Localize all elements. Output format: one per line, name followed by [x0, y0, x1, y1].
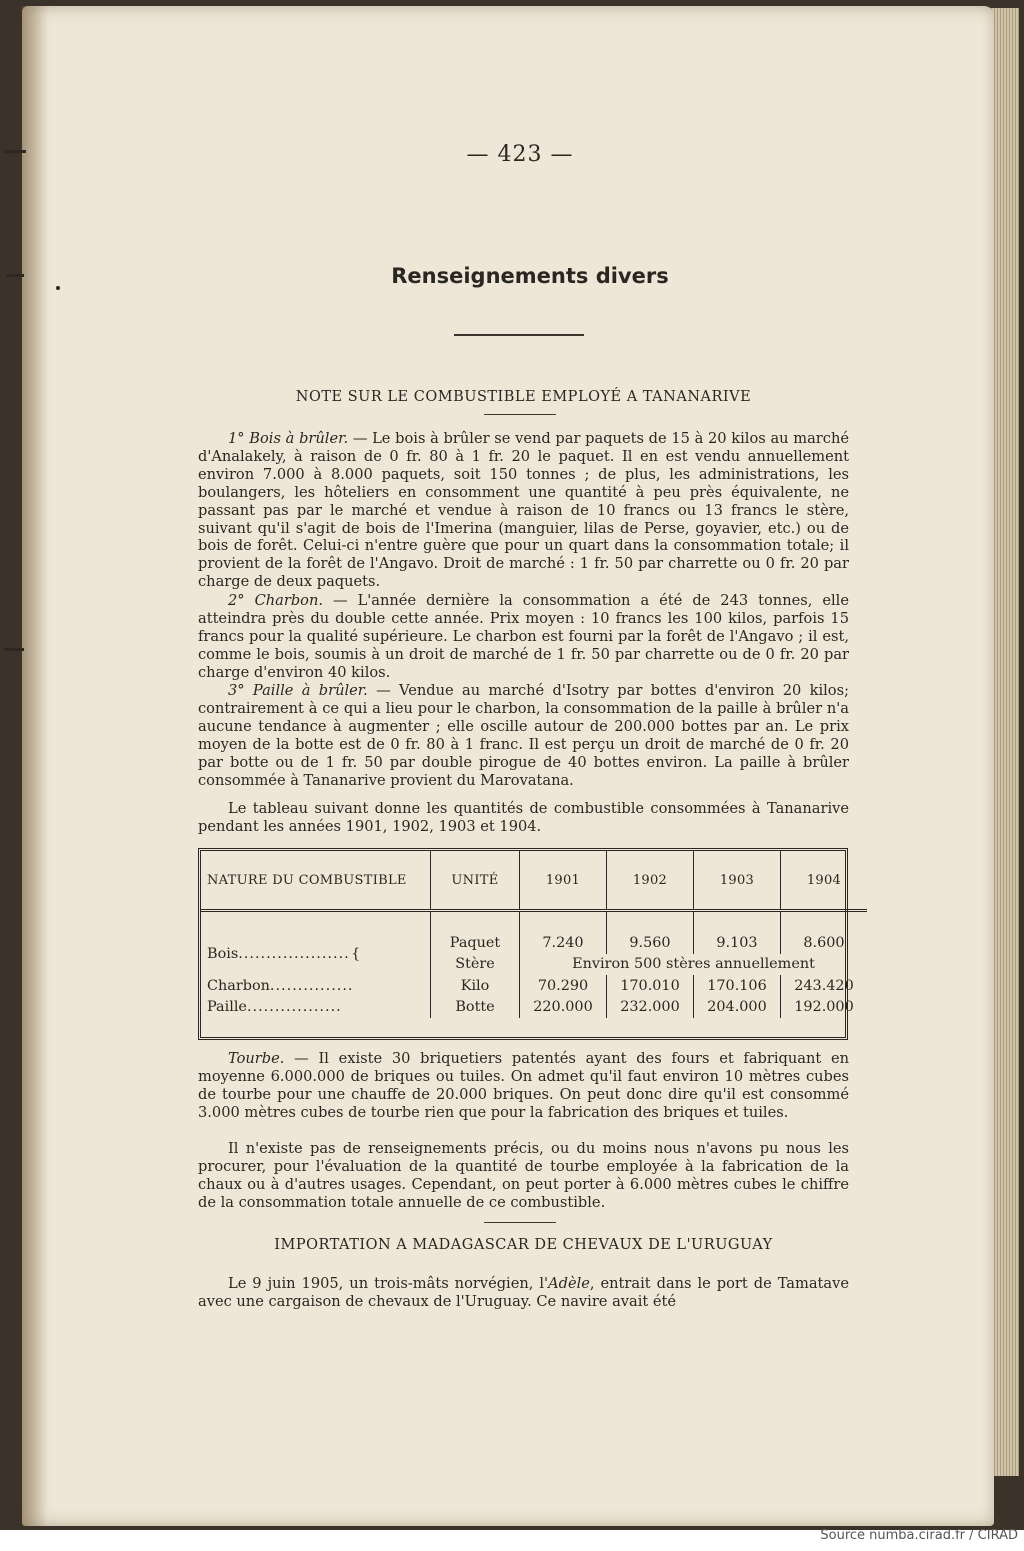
paragraph-text: Le 9 juin 1905, un trois-mâts norvégien, l'	[228, 1275, 549, 1292]
table-row	[201, 997, 867, 1019]
table-header: 1903	[694, 851, 781, 911]
leader-dots: ...............	[269, 977, 354, 994]
paragraph-text: , entrait dans le port de Tamatave avec une cargaison de chevaux de l'Uruguay. Ce navire avait été	[198, 1275, 849, 1310]
paragraph-text: — Vendue au marché d'Isotry par bottes d'environ 20 kilos; contrairement à ce qui a lieu pour le charbon, la consommation de la paille à brûler n'a aucune tendance à augmenter ; elle oscille autour de 200.000 bottes par an. Le prix moyen de la botte est de 0 fr. 80 à 1 franc. Il est perçu un droit de marché de 0 fr. 20 par botte ou de 1 fr. 50 par double pirogue de 40 bottes environ. La paille à brûler consommée à Tananarive provient du Marovatana.	[198, 682, 849, 789]
table-cell: 220.000	[520, 997, 607, 1019]
table-header: NATURE DU COMBUSTIBLE	[201, 851, 431, 911]
table-cell: 170.106	[694, 975, 781, 997]
paragraph-text: — L'année dernière la consommation a été de 243 tonnes, elle atteindra près du double cette année. Prix moyen : 10 francs les 100 kilos, parfois 15 francs pour la qualité supérieure. Le charbon est fourni par la forêt de l'Angavo ; il est, comme le bois, soumis à un droit de marché de 1 fr. 50 par charrette ou de 0 fr. 20 par charge d'environ 40 kilos.	[198, 592, 849, 681]
paragraph-lead: 3° Paille à brûler.	[228, 682, 368, 699]
leader-dots: ....................	[238, 945, 350, 962]
page-title: Renseignements divers	[391, 264, 669, 288]
table-header: 1904	[781, 851, 868, 911]
heading-rule	[484, 414, 556, 415]
section-heading-combustible: NOTE SUR LE COMBUSTIBLE EMPLOYÉ A TANANARIVE	[295, 389, 752, 405]
table-cell: 9.103	[694, 911, 781, 954]
paragraph-lead: Tourbe.	[228, 1050, 285, 1067]
binding-mark	[56, 286, 60, 290]
paragraph-text: — Le bois à brûler se vend par paquets de 15 à 20 kilos au marché d'Analakely, à raison de 0 fr. 80 à 1 fr. 20 le paquet. Il en est vendu annuellement environ 7.000 à 8.000 paquets, soit 150 tonnes ; de plus, les administrations, les boulangers, les hôteliers en consomment une quantité à peu près équivalente, ne passant pas par le marché et vendue à raison de 10 francs ou 13 francs le stère, suivant qu'il s'agit de bois de l'Imerina (manguier, lilas de Perse, goyavier, etc.) ou de bois de forêt. Celui-ci n'entre guère que pour un quart dans la consommation totale; il provient de la forêt de l'Angavo. Droit de marché : 1 fr. 50 par charrette ou 0 fr. 20 par charge de deux paquets.	[198, 430, 849, 591]
brace-glyph: {	[351, 945, 361, 962]
binding-thread	[6, 274, 24, 277]
table-cell: 70.290	[520, 975, 607, 997]
ship-name: Adèle	[548, 1275, 590, 1292]
table-cell: 170.010	[607, 975, 694, 997]
paragraph-text: — Il existe 30 briquetiers patentés ayant des fours et fabriquant en moyenne 6.000.000 de briques ou tuiles. On admet qu'il faut environ 10 mètres cubes de tourbe pour une chauffe de 20.000 briques. On peut donc dire qu'il est consommé 3.000 mètres cubes de tourbe rien que pour la fabrication des briques et tuiles.	[198, 1050, 849, 1121]
table-cell: 8.600	[781, 911, 868, 954]
binding-thread	[4, 150, 26, 153]
table-cell-unit: Kilo	[431, 975, 520, 997]
paragraph-bois	[198, 430, 849, 591]
page-number: — 423 —	[466, 142, 574, 167]
section-separator	[484, 1222, 556, 1223]
paragraph-chevaux	[198, 1275, 849, 1311]
consumption-table	[198, 848, 854, 1040]
paragraph-tourbe	[198, 1050, 849, 1122]
page-gutter-shadow	[22, 6, 48, 1526]
table-header: 1901	[520, 851, 607, 911]
cell-text: Bois	[207, 945, 239, 962]
section-heading-chevaux: IMPORTATION A MADAGASCAR DE CHEVAUX DE L'URUGUAY	[274, 1237, 773, 1253]
table-cell-nature	[201, 911, 431, 976]
title-rule	[454, 334, 584, 336]
table-cell: 192.000	[781, 997, 868, 1019]
leader-dots: .................	[246, 999, 342, 1016]
paragraph-paille	[198, 682, 849, 789]
table-cell: 204.000	[694, 997, 781, 1019]
table-row	[201, 975, 867, 997]
paragraph-lead: 2° Charbon.	[228, 592, 323, 609]
table-cell-unit: Paquet	[431, 911, 520, 954]
table-cell: 243.420	[781, 975, 868, 997]
table-header: 1902	[607, 851, 694, 911]
table-header-row	[201, 851, 867, 911]
table-header: UNITÉ	[431, 851, 520, 911]
paragraph-table-intro: Le tableau suivant donne les quantités de combustible consommées à Tananarive pendant les années 1901, 1902, 1903 et 1904.	[198, 800, 849, 835]
table-cell: 9.560	[607, 911, 694, 954]
table-cell: 232.000	[607, 997, 694, 1019]
table-cell-nature	[201, 997, 431, 1019]
table-cell-span: Environ 500 stères annuellement	[520, 954, 868, 976]
source-credit: Source numba.cirad.fr / CIRAD	[820, 1528, 1018, 1543]
table-cell-unit: Stère	[431, 954, 520, 976]
paragraph-charbon	[198, 592, 849, 682]
cell-text: Paille	[207, 999, 247, 1016]
paragraph-tourbe-estimate: Il n'existe pas de renseignements précis, ou du moins nous n'avons pu nous les procurer, pour l'évaluation de la quantité de tourbe employée à la fabrication de la chaux ou à d'autres usages. Cependant, on peut porter à 6.000 mètres cubes le chiffre de la consommation totale annuelle de ce combustible.	[198, 1140, 849, 1211]
paragraph-lead: 1° Bois à brûler.	[228, 430, 349, 447]
cell-text: Charbon	[207, 977, 270, 994]
binding-thread	[4, 648, 24, 651]
table-row	[201, 911, 867, 954]
table-cell-nature	[201, 975, 431, 997]
table-cell-unit: Botte	[431, 997, 520, 1019]
table-cell: 7.240	[520, 911, 607, 954]
